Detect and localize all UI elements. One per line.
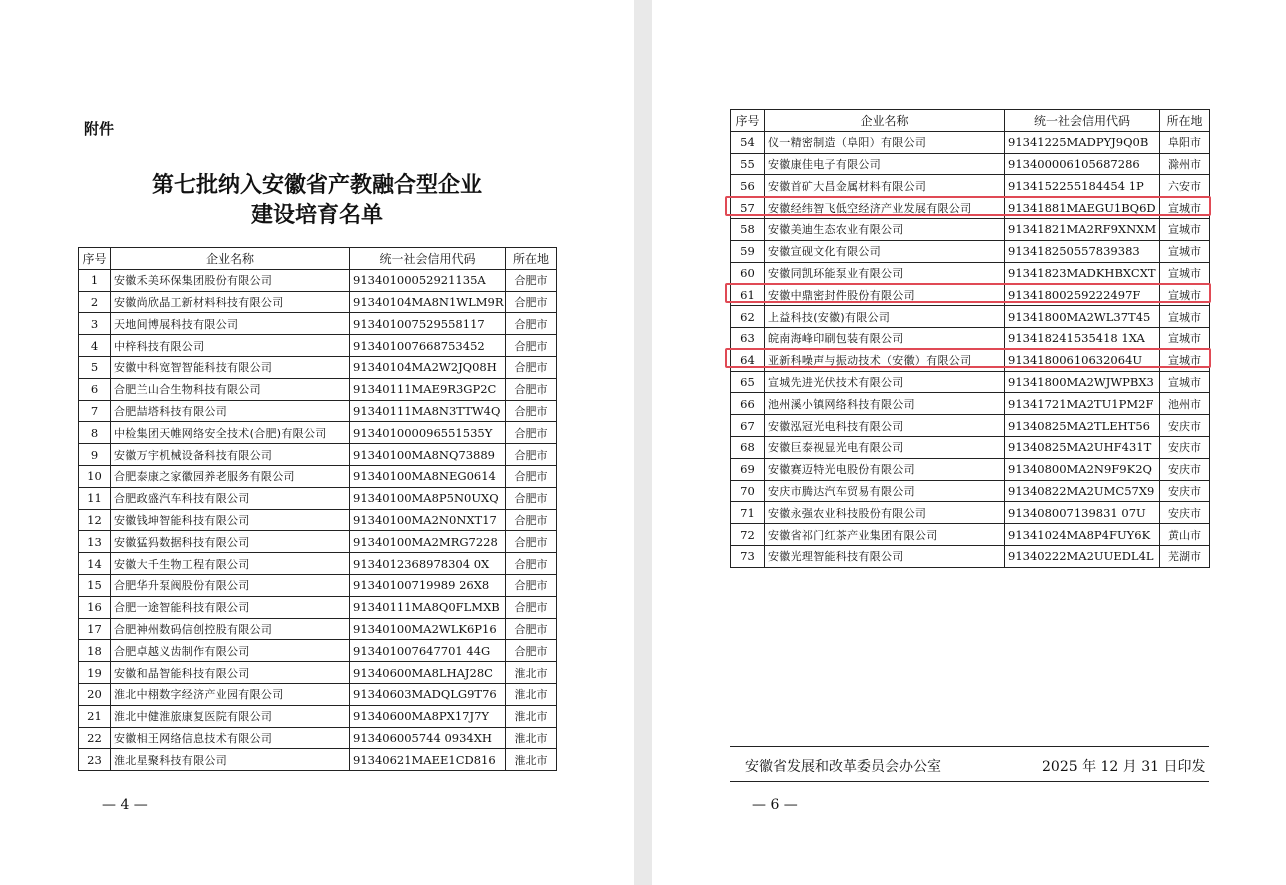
table-row — [731, 524, 1210, 546]
header-name: 企业名称 — [765, 110, 1005, 132]
cell-city: 池州市 — [1160, 393, 1210, 415]
cell-name: 合肥喆塔科技有限公司 — [111, 400, 350, 422]
cell-city: 黄山市 — [1160, 524, 1210, 546]
cell-city: 宣城市 — [1160, 349, 1210, 371]
footer-bottom-rule — [730, 781, 1209, 782]
cell-city: 合肥市 — [506, 531, 557, 553]
cell-name: 安徽宣砚文化有限公司 — [765, 240, 1005, 262]
highlight-box-row-57 — [725, 196, 1211, 216]
cell-code: 91340111MA8Q0FLMXB — [350, 596, 506, 618]
table-row — [731, 306, 1210, 328]
cell-city: 淮北市 — [506, 727, 557, 749]
cell-name: 安徽康佳电子有限公司 — [765, 153, 1005, 175]
cell-name: 宣城先进光伏技术有限公司 — [765, 371, 1005, 393]
cell-code: 91340100719989 26X8 — [350, 574, 506, 596]
cell-seq: 2 — [79, 291, 111, 313]
table-row — [731, 436, 1210, 458]
cell-code: 91340222MA2UUEDL4L — [1005, 545, 1160, 567]
header-seq: 序号 — [79, 248, 111, 270]
table-row — [731, 480, 1210, 502]
cell-seq: 15 — [79, 574, 111, 596]
cell-name: 淮北中栩数字经济产业园有限公司 — [111, 683, 350, 705]
cell-name: 安徽钱坤智能科技有限公司 — [111, 509, 350, 531]
cell-name: 安徽大千生物工程有限公司 — [111, 553, 350, 575]
cell-name: 合肥泰康之家徽园养老服务有限公司 — [111, 465, 350, 487]
cell-city: 滁州市 — [1160, 153, 1210, 175]
table-row — [731, 240, 1210, 262]
table-row — [731, 131, 1210, 153]
cell-seq: 65 — [731, 371, 765, 393]
cell-seq: 72 — [731, 524, 765, 546]
cell-seq: 18 — [79, 640, 111, 662]
cell-city: 六安市 — [1160, 175, 1210, 197]
table-row — [731, 502, 1210, 524]
cell-seq: 13 — [79, 531, 111, 553]
cell-city: 合肥市 — [506, 487, 557, 509]
cell-seq: 56 — [731, 175, 765, 197]
cell-name: 安徽和晶智能科技有限公司 — [111, 662, 350, 684]
cell-seq: 55 — [731, 153, 765, 175]
cell-code: 91340100MA8NEG0614 — [350, 465, 506, 487]
page-number: — 4 — — [102, 797, 148, 813]
cell-seq: 11 — [79, 487, 111, 509]
cell-seq: 60 — [731, 262, 765, 284]
highlight-box-row-64 — [725, 348, 1211, 368]
cell-code: 91341821MA2RF9XNXM — [1005, 218, 1160, 240]
cell-name: 淮北中健淮旅康复医院有限公司 — [111, 705, 350, 727]
cell-name: 安徽永强农业科技股份有限公司 — [765, 502, 1005, 524]
page-number: — 6 — — [752, 797, 798, 813]
cell-seq: 7 — [79, 400, 111, 422]
cell-code: 913401007529558117 — [350, 313, 506, 335]
cell-name: 淮北星聚科技有限公司 — [111, 749, 350, 771]
cell-name: 安徽禾美环保集团股份有限公司 — [111, 269, 350, 291]
cell-code: 91340104MA2W2JQ08H — [350, 356, 506, 378]
cell-seq: 9 — [79, 444, 111, 466]
cell-name: 合肥兰山合生物科技有限公司 — [111, 378, 350, 400]
cell-city: 宣城市 — [1160, 262, 1210, 284]
cell-code: 91341800MA2WL37T45 — [1005, 306, 1160, 328]
table-row — [731, 545, 1210, 567]
cell-seq: 67 — [731, 415, 765, 437]
cell-city: 合肥市 — [506, 553, 557, 575]
document-title-line1: 第七批纳入安徽省产教融合型企业 — [151, 172, 482, 198]
cell-name: 合肥神州数码信创控股有限公司 — [111, 618, 350, 640]
cell-city: 阜阳市 — [1160, 131, 1210, 153]
cell-city: 淮北市 — [506, 705, 557, 727]
cell-code: 91340100052921135A — [350, 269, 506, 291]
cell-city: 合肥市 — [506, 444, 557, 466]
cell-city: 淮北市 — [506, 662, 557, 684]
cell-seq: 22 — [79, 727, 111, 749]
cell-city: 淮北市 — [506, 683, 557, 705]
cell-code: 91340111MA8N3TTW4Q — [350, 400, 506, 422]
cell-name: 安徽中科宽智智能科技有限公司 — [111, 356, 350, 378]
footer-top-rule — [730, 746, 1209, 747]
cell-name: 亚新科噪声与振动技术（安徽）有限公司 — [765, 349, 1005, 371]
enterprise-table-right — [730, 109, 1210, 568]
cell-code: 91340800MA2N9F9K2Q — [1005, 458, 1160, 480]
cell-city: 芜湖市 — [1160, 545, 1210, 567]
cell-city: 宣城市 — [1160, 306, 1210, 328]
cell-name: 安徽巨泰视显光电有限公司 — [765, 436, 1005, 458]
cell-code: 91340100MA8NQ73889 — [350, 444, 506, 466]
footer-issuer: 安徽省发展和改革委员会办公室 — [745, 759, 941, 775]
cell-code: 91340822MA2UMC57X9 — [1005, 480, 1160, 502]
cell-seq: 1 — [79, 269, 111, 291]
cell-code: 91341881MAEGU1BQ6D — [1005, 197, 1160, 219]
header-code: 统一社会信用代码 — [1005, 110, 1160, 132]
cell-seq: 3 — [79, 313, 111, 335]
cell-name: 安徽美迪生态农业有限公司 — [765, 218, 1005, 240]
cell-name: 安庆市腾达汽车贸易有限公司 — [765, 480, 1005, 502]
cell-name: 合肥卓越义齿制作有限公司 — [111, 640, 350, 662]
cell-city: 合肥市 — [506, 335, 557, 357]
cell-code: 91341225MADPYJ9Q0B — [1005, 131, 1160, 153]
cell-seq: 20 — [79, 683, 111, 705]
cell-name: 皖南海峰印刷包装有限公司 — [765, 327, 1005, 349]
cell-city: 安庆市 — [1160, 458, 1210, 480]
cell-city: 合肥市 — [506, 269, 557, 291]
cell-code: 913401007668753452 — [350, 335, 506, 357]
table-row — [731, 153, 1210, 175]
cell-name: 安徽万宇机械设备科技有限公司 — [111, 444, 350, 466]
cell-name: 上益科技(安徽)有限公司 — [765, 306, 1005, 328]
header-seq: 序号 — [731, 110, 765, 132]
cell-name: 安徽光理智能科技有限公司 — [765, 545, 1005, 567]
cell-seq: 19 — [79, 662, 111, 684]
cell-seq: 4 — [79, 335, 111, 357]
table-header-row — [731, 110, 1210, 132]
cell-seq: 71 — [731, 502, 765, 524]
cell-name: 安徽同凯环能泵业有限公司 — [765, 262, 1005, 284]
cell-name: 安徽泓冠光电科技有限公司 — [765, 415, 1005, 437]
cell-seq: 14 — [79, 553, 111, 575]
cell-seq: 69 — [731, 458, 765, 480]
cell-code: 91341800MA2WJWPBX3 — [1005, 371, 1160, 393]
cell-code: 913418250557839383 — [1005, 240, 1160, 262]
cell-code: 91340621MAEE1CD816 — [350, 749, 506, 771]
cell-name: 安徽经纬智飞低空经济产业发展有限公司 — [765, 197, 1005, 219]
cell-name: 池州溪小镇网络科技有限公司 — [765, 393, 1005, 415]
cell-seq: 61 — [731, 284, 765, 306]
cell-code: 91341721MA2TU1PM2F — [1005, 393, 1160, 415]
cell-code: 913418241535418 1XA — [1005, 327, 1160, 349]
cell-city: 合肥市 — [506, 291, 557, 313]
cell-seq: 21 — [79, 705, 111, 727]
cell-code: 91341024MA8P4FUY6K — [1005, 524, 1160, 546]
cell-seq: 59 — [731, 240, 765, 262]
cell-name: 天地间博展科技有限公司 — [111, 313, 350, 335]
table-row — [731, 262, 1210, 284]
cell-city: 宣城市 — [1160, 197, 1210, 219]
table-row — [731, 415, 1210, 437]
table-row — [731, 393, 1210, 415]
cell-city: 淮北市 — [506, 749, 557, 771]
cell-name: 安徽尚欣晶工新材料科技有限公司 — [111, 291, 350, 313]
cell-code: 91341800610632064U — [1005, 349, 1160, 371]
cell-city: 合肥市 — [506, 574, 557, 596]
cell-city: 宣城市 — [1160, 371, 1210, 393]
cell-city: 合肥市 — [506, 465, 557, 487]
cell-seq: 12 — [79, 509, 111, 531]
header-city: 所在地 — [506, 248, 557, 270]
footer-issue-date: 2025 年 12 月 31 日印发 — [1042, 759, 1206, 775]
cell-code: 913408007139831 07U — [1005, 502, 1160, 524]
highlight-box-row-61 — [725, 283, 1211, 303]
cell-code: 91340100MA8P5N0UXQ — [350, 487, 506, 509]
cell-name: 合肥一途智能科技有限公司 — [111, 596, 350, 618]
cell-city: 安庆市 — [1160, 502, 1210, 524]
cell-code: 91341800259222497F — [1005, 284, 1160, 306]
header-city: 所在地 — [1160, 110, 1210, 132]
cell-code: 91341823MADKHBXCXT — [1005, 262, 1160, 284]
cell-city: 合肥市 — [506, 356, 557, 378]
document-title-line2: 建设培育名单 — [250, 202, 383, 228]
cell-seq: 16 — [79, 596, 111, 618]
table-row — [731, 175, 1210, 197]
attachment-label: 附件 — [84, 120, 115, 138]
cell-seq: 17 — [79, 618, 111, 640]
cell-seq: 6 — [79, 378, 111, 400]
cell-name: 安徽赛迈特光电股份有限公司 — [765, 458, 1005, 480]
cell-city: 安庆市 — [1160, 415, 1210, 437]
cell-city: 合肥市 — [506, 596, 557, 618]
cell-code: 91340825MA2TLEHT56 — [1005, 415, 1160, 437]
cell-name: 安徽省祁门红茶产业集团有限公司 — [765, 524, 1005, 546]
cell-seq: 66 — [731, 393, 765, 415]
cell-seq: 63 — [731, 327, 765, 349]
cell-code: 913401007647701 44G — [350, 640, 506, 662]
cell-code: 91340600MA8LHAJ28C — [350, 662, 506, 684]
cell-city: 宣城市 — [1160, 240, 1210, 262]
cell-city: 合肥市 — [506, 378, 557, 400]
cell-city: 安庆市 — [1160, 436, 1210, 458]
cell-name: 安徽猛犸数据科技有限公司 — [111, 531, 350, 553]
cell-seq: 62 — [731, 306, 765, 328]
cell-city: 合肥市 — [506, 618, 557, 640]
cell-city: 宣城市 — [1160, 327, 1210, 349]
cell-code: 913400006105687286 — [1005, 153, 1160, 175]
cell-seq: 5 — [79, 356, 111, 378]
cell-code: 91340104MA8N1WLM9R — [350, 291, 506, 313]
cell-code: 91340111MAE9R3GP2C — [350, 378, 506, 400]
cell-name: 仪一精密制造（阜阳）有限公司 — [765, 131, 1005, 153]
cell-city: 合肥市 — [506, 509, 557, 531]
cell-seq: 70 — [731, 480, 765, 502]
cell-name: 合肥华升泵阀股份有限公司 — [111, 574, 350, 596]
cell-seq: 23 — [79, 749, 111, 771]
header-name: 企业名称 — [111, 248, 350, 270]
cell-seq: 8 — [79, 422, 111, 444]
table-row — [731, 327, 1210, 349]
table-row — [731, 371, 1210, 393]
cell-seq: 73 — [731, 545, 765, 567]
cell-city: 合肥市 — [506, 313, 557, 335]
cell-seq: 68 — [731, 436, 765, 458]
cell-code: 91340603MADQLG9T76 — [350, 683, 506, 705]
header-code: 统一社会信用代码 — [350, 248, 506, 270]
cell-city: 合肥市 — [506, 422, 557, 444]
cell-code: 91340825MA2UHF431T — [1005, 436, 1160, 458]
cell-seq: 54 — [731, 131, 765, 153]
table-row — [731, 218, 1210, 240]
cell-city: 合肥市 — [506, 400, 557, 422]
cell-seq: 57 — [731, 197, 765, 219]
cell-code: 91340100MA2N0NXT17 — [350, 509, 506, 531]
cell-seq: 10 — [79, 465, 111, 487]
cell-code: 9134012368978304 0X — [350, 553, 506, 575]
cell-name: 中梓科技有限公司 — [111, 335, 350, 357]
cell-city: 宣城市 — [1160, 284, 1210, 306]
cell-code: 913406005744 0934XH — [350, 727, 506, 749]
cell-name: 安徽中鼎密封件股份有限公司 — [765, 284, 1005, 306]
cell-code: 9134152255184454 1P — [1005, 175, 1160, 197]
cell-seq: 58 — [731, 218, 765, 240]
cell-code: 91340600MA8PX17J7Y — [350, 705, 506, 727]
cell-city: 合肥市 — [506, 640, 557, 662]
cell-city: 安庆市 — [1160, 480, 1210, 502]
cell-seq: 64 — [731, 349, 765, 371]
cell-city: 宣城市 — [1160, 218, 1210, 240]
cell-name: 安徽首矿大昌金属材料有限公司 — [765, 175, 1005, 197]
cell-name: 合肥政盛汽车科技有限公司 — [111, 487, 350, 509]
cell-code: 91340100MA2WLK6P16 — [350, 618, 506, 640]
cell-name: 安徽相王网络信息技术有限公司 — [111, 727, 350, 749]
cell-code: 91340100MA2MRG7228 — [350, 531, 506, 553]
cell-name: 中检集团天帷网络安全技术(合肥)有限公司 — [111, 422, 350, 444]
table-row — [731, 458, 1210, 480]
cell-code: 913401000096551535Y — [350, 422, 506, 444]
